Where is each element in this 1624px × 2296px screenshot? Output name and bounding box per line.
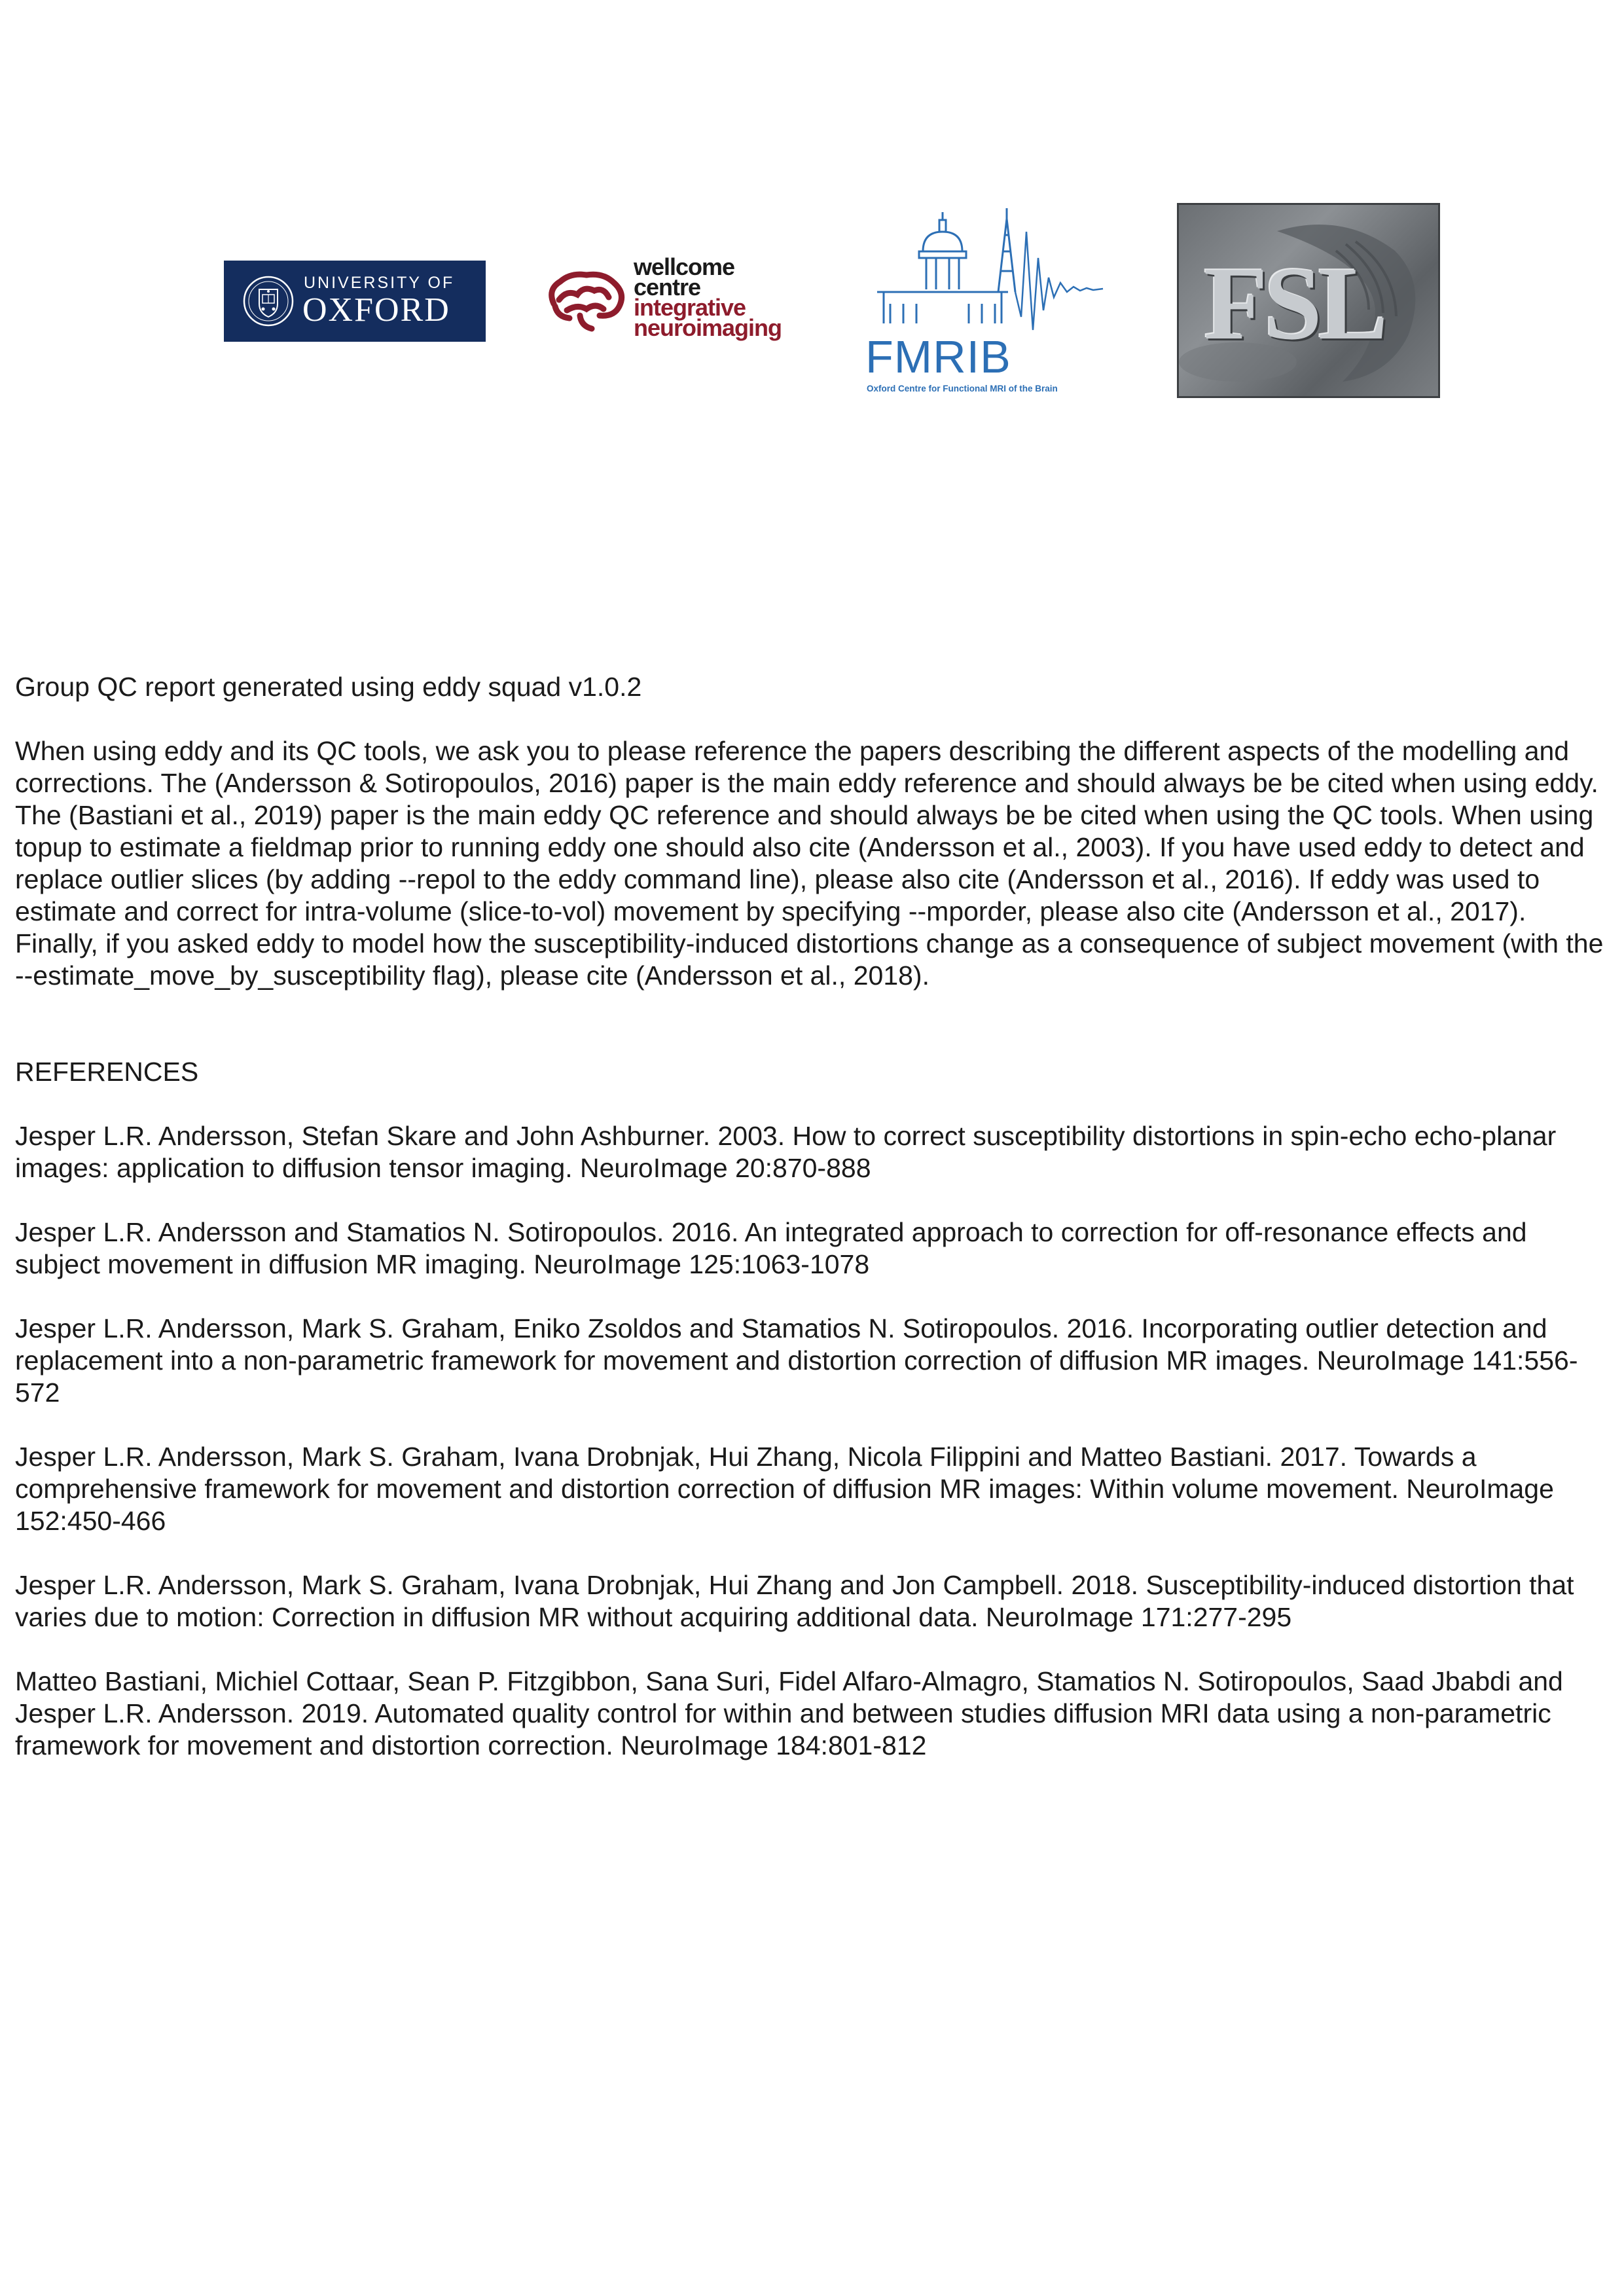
- fmrib-logo: [864, 206, 1113, 395]
- reference-item: Jesper L.R. Andersson, Stefan Skare and John Ashburner. 2003. How to correct susceptibility distortions in spin-echo echo-planar images: application to diffusion tensor imaging. NeuroImage 20:870-888: [15, 1121, 1557, 1183]
- oxford-logo-line1: UNIVERSITY OF: [304, 274, 455, 292]
- wellcome-word-3: integrative: [634, 294, 746, 321]
- fmrib-logo-subtitle: Oxford Centre for Functional MRI of the Brain: [867, 384, 1058, 393]
- fsl-logo-letters: FSL: [1204, 245, 1384, 361]
- reference-item: Jesper L.R. Andersson, Mark S. Graham, Eniko Zsoldos and Stamatios N. Sotiropoulos. 2016. Incorporating outlier detection and replacement into a non-parametric framework for movement and distortion correction of diffusion MR images. NeuroImage 141:556-572: [15, 1313, 1578, 1408]
- report-content: [15, 671, 1612, 1794]
- report-heading: Group QC report generated using eddy squad v1.0.2: [15, 672, 642, 702]
- citation-instructions: When using eddy and its QC tools, we ask you to please reference the papers describing the different aspects of the modelling and corrections. The (Andersson & Sotiropoulos, 2016) paper is the main eddy reference and should always be be cited when using eddy. The (Bastiani et al., 2019) paper is the main eddy QC reference and should always be be cited when using the QC tools. When using topup to estimate a fieldmap prior to running eddy one should also cite (Andersson et al., 2003). If you have used eddy to detect and replace outlier slices (by adding --repol to the eddy command line), please also cite (Andersson et al., 2016). If eddy was used to estimate and correct for intra-volume (slice-to-vol) movement by specifying --mporder, please also cite (Andersson et al., 2017). Finally, if you asked eddy to model how the susceptibility-induced distortions change as a consequence of subject movement (with the --estimate_move_by_susceptibility flag), please cite (Andersson et al., 2018).: [15, 736, 1604, 991]
- wellcome-word-1: wellcome: [634, 253, 735, 280]
- reference-item: Matteo Bastiani, Michiel Cottaar, Sean P. Fitzgibbon, Sana Suri, Fidel Alfaro-Almagro, Stamatios N. Sotiropoulos, Saad Jbabdi and Jesper L.R. Andersson. 2019. Automated quality control for within and between studies diffusion MRI data using a non-parametric framework for movement and distortion correction. NeuroImage 184:801-812: [15, 1666, 1563, 1760]
- oxford-logo-line2: OXFORD: [302, 291, 450, 329]
- fmrib-building-icon: [864, 206, 1113, 337]
- fmrib-logo-name: FMRIB: [865, 331, 1011, 382]
- reference-item: Jesper L.R. Andersson, Mark S. Graham, Ivana Drobnjak, Hui Zhang and Jon Campbell. 2018. Susceptibility-induced distortion that varies due to motion: Correction in diffusion MR without acquiring additional data. NeuroImage 171:277-295: [15, 1570, 1574, 1632]
- oxford-logo: [224, 261, 486, 342]
- oxford-crest-icon: [242, 270, 295, 333]
- references-title: REFERENCES: [15, 1057, 199, 1087]
- wellcome-logo: [541, 253, 809, 348]
- reference-item: Jesper L.R. Andersson and Stamatios N. Sotiropoulos. 2016. An integrated approach to correction for off-resonance effects and subject movement in diffusion MR imaging. NeuroImage 125:1063-1078: [15, 1217, 1527, 1279]
- reference-item: Jesper L.R. Andersson, Mark S. Graham, Ivana Drobnjak, Hui Zhang, Nicola Filippini and Matteo Bastiani. 2017. Towards a comprehensive framework for movement and distortion correction of diffusion MR images: Within volume movement. NeuroImage 152:450-466: [15, 1442, 1554, 1536]
- wellcome-word-4: neuroimaging: [634, 314, 782, 341]
- fsl-logo: [1177, 203, 1440, 398]
- brain-icon: [541, 263, 631, 335]
- wellcome-word-2: centre: [634, 274, 701, 301]
